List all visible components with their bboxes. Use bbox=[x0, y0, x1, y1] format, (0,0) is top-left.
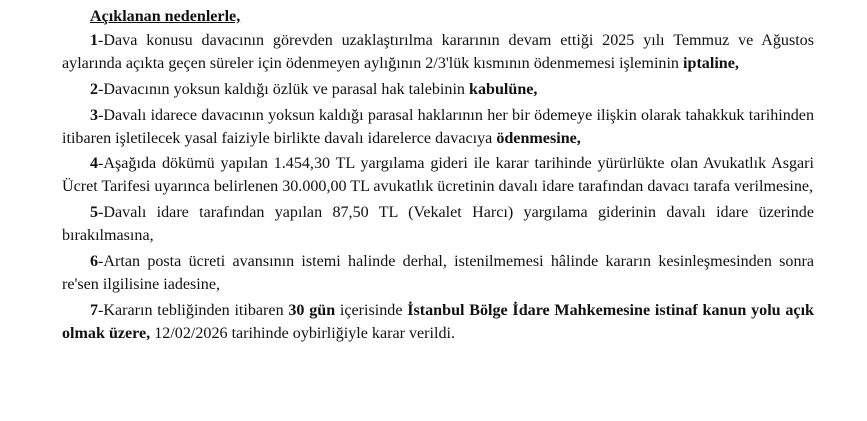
decision-item-2 bbox=[62, 79, 814, 102]
item-number: 2 bbox=[90, 80, 99, 98]
decision-item-3 bbox=[62, 105, 814, 151]
decision-item-4 bbox=[62, 153, 814, 199]
item-number: 1 bbox=[90, 31, 99, 49]
item-number: 4 bbox=[90, 155, 99, 173]
decision-document bbox=[62, 6, 814, 349]
decision-item-6 bbox=[62, 251, 814, 297]
item-number: 6 bbox=[90, 253, 99, 271]
item-text-bold: kabulüne, bbox=[469, 80, 538, 98]
item-number: 5 bbox=[90, 204, 99, 222]
item-text: -Davalı idare tarafından yapılan 87,50 TL (Vekalet Harcı) yargılama giderinin davalı idare üzerinde bırakılmasına, bbox=[62, 204, 814, 245]
item-number: 3 bbox=[90, 106, 99, 124]
decision-item-5 bbox=[62, 202, 814, 248]
item-text: -Davalı idarece davacının yoksun kaldığı parasal haklarının her bir ödemeye ilişkin olarak tahakkuk tarihinden itibaren işletilecek yasal faiziyle birlikte davalı idarelerce davacıya bbox=[62, 106, 814, 147]
item-number: 7 bbox=[90, 301, 99, 319]
item-text: -Dava konusu davacının görevden uzaklaştırılma kararının devam ettiği 2025 yılı Temmuz ve Ağustos aylarında açıkta geçen süreler için ödenmeyen aylığının 2/3'lük kısmının ödenmemesi işleminin bbox=[62, 31, 814, 72]
decision-item-7 bbox=[62, 300, 814, 346]
item-text: -Aşağıda dökümü yapılan 1.454,30 TL yargılama gideri ile karar tarihinde yürürlükte olan Avukatlık Asgari Ücret Tarifesi uyarınca belirlenen 30.000,00 TL avukatlık ücretinin davalı idare tarafından davacı tarafa verilmesine, bbox=[62, 155, 814, 196]
item-text: 12/02/2026 tarihinde oybirliğiyle karar verildi. bbox=[150, 324, 456, 342]
item-text-bold: İstanbul Bölge İdare Mahkemesine istinaf kanun yolu açık olmak üzere, bbox=[62, 301, 814, 342]
item-text: -Artan posta ücreti avansının istemi halinde derhal, istenilmemesi hâlinde kararın kesinleşmesinden sonra re'sen ilgilisine iadesine, bbox=[62, 253, 814, 293]
decision-item-1 bbox=[62, 30, 814, 76]
item-text: -Kararın tebliğinden itibaren bbox=[98, 301, 289, 319]
item-text: içerisinde bbox=[335, 301, 408, 319]
decision-items bbox=[62, 30, 814, 346]
item-text-bold: ödenmesine, bbox=[496, 129, 581, 147]
item-text: -Davacının yoksun kaldığı özlük ve parasal hak talebinin bbox=[98, 80, 469, 98]
section-heading: Açıklanan nedenlerle, bbox=[90, 8, 241, 25]
item-text-bold: iptaline, bbox=[683, 54, 739, 72]
item-text-bold: 30 gün bbox=[288, 301, 336, 319]
